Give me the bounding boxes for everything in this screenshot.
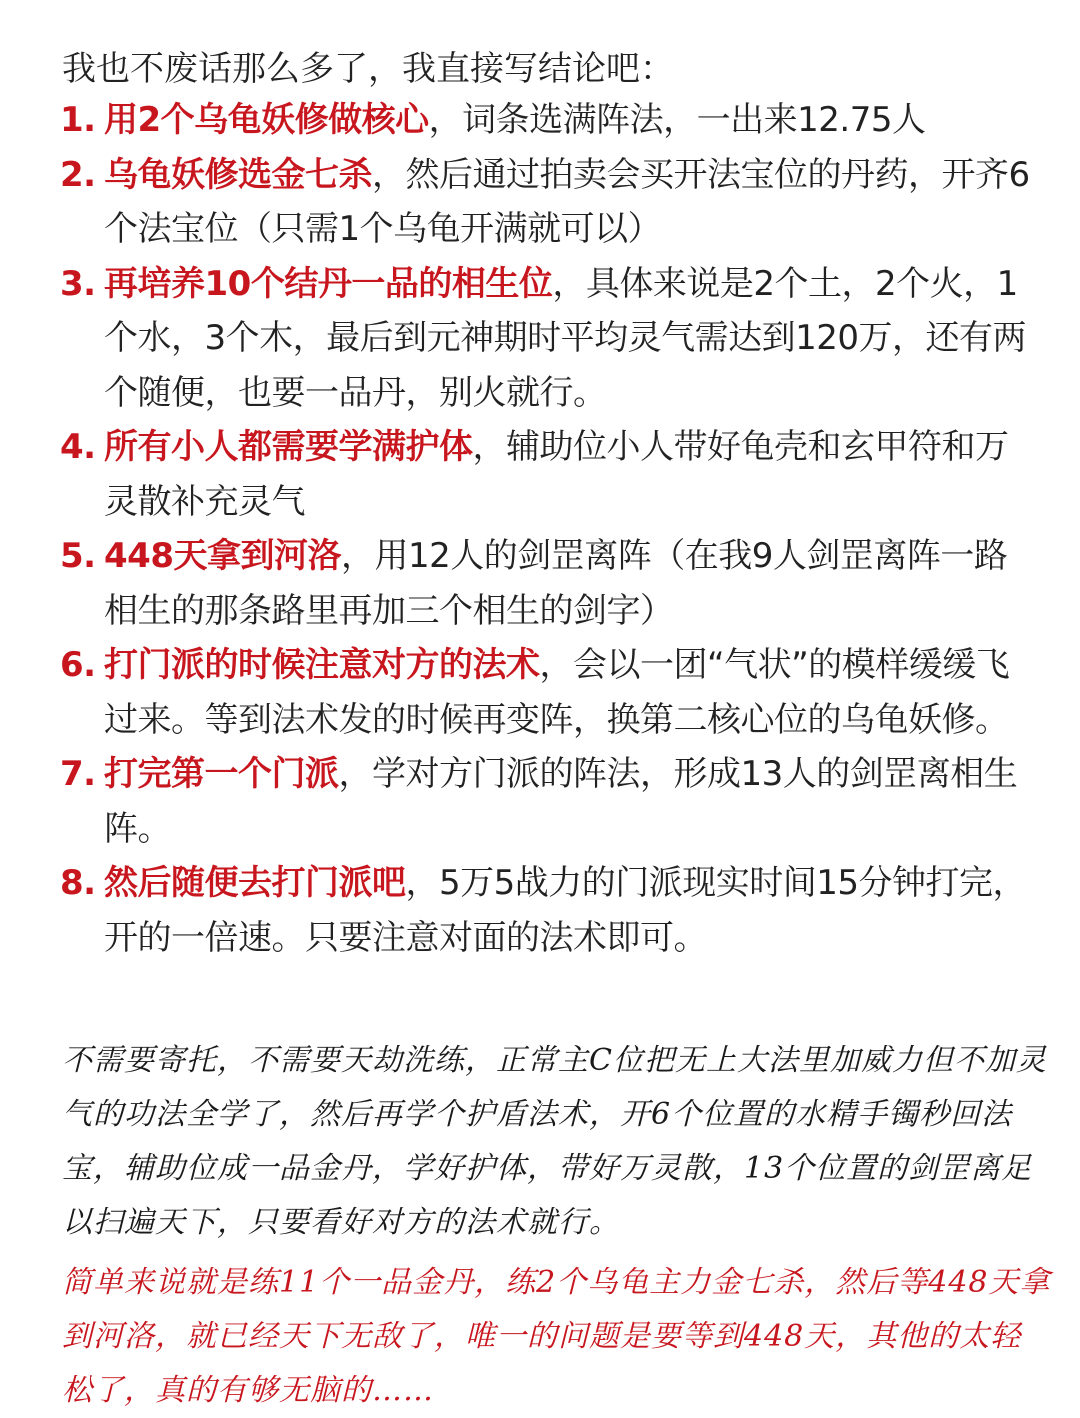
item-number: 1. (60, 100, 96, 140)
item-highlight: 448天拿到河洛 (104, 536, 341, 576)
item-text: ，会以一团“气状”的模样缓缓飞过来。等到法术发的时候再变阵，换第二核心位的乌龟妖修。 (104, 645, 1010, 740)
item-highlight: 用2个乌龟妖修做核心 (104, 100, 429, 140)
item-number: 7. (60, 754, 96, 794)
item-highlight: 乌龟妖修选金七杀 (104, 154, 372, 195)
item-text: ，词条选满阵法，一出来12.75人 (428, 100, 926, 140)
handwritten-note-red: 简单来说就是练11个一品金丹，练2个乌龟主力金七杀，然后等448天拿到河洛，就已经天下无敌了，唯一的问题是要等到448天，其他的太轻松了，真的有够无脑的…… (62, 1265, 1051, 1408)
item-text: ，5万5战力的门派现实时间15分钟打完，开的一倍速。只要注意对面的法术即可。 (104, 863, 1027, 958)
list-item (60, 148, 1040, 257)
handwritten-note-black: 不需要寄托，不需要天劫洗练，正常主C位把无上大法里加威力但不加灵气的功法全学了，然后再学个护盾法术，开6个位置的水精手镯秒回法宝，辅助位成一品金丹，学好护体，带好万灵散，13个位置的剑罡离足以扫遍天下，只要看好对方的法术就行。 (62, 1043, 1047, 1240)
item-highlight: 然后随便去打门派吧 (104, 863, 406, 903)
list-item (60, 420, 1040, 529)
item-text: ，用12人的剑罡离阵（在我9人剑罡离阵一路相生的那条路里再加三个相生的剑字） (104, 536, 1008, 631)
list-item (60, 638, 1040, 747)
item-highlight: 打门派的时候注意对方的法术 (104, 645, 540, 685)
item-number: 3. (60, 263, 96, 304)
item-text: ，辅助位小人带好龟壳和玄甲符和万灵散补充灵气 (104, 427, 1009, 522)
list-item (60, 529, 1040, 638)
item-highlight: 再培养10个结丹一品的相生位 (104, 263, 553, 304)
intro-text: 我也不废话那么多了，我直接写结论吧： (62, 49, 674, 89)
list-item (60, 747, 1040, 856)
item-highlight: 打完第一个门派 (104, 754, 339, 794)
item-number: 5. (60, 536, 96, 576)
item-number: 6. (60, 645, 96, 685)
list-item (60, 856, 1040, 965)
list-item (60, 257, 1040, 421)
item-number: 4. (60, 427, 96, 467)
item-number: 8. (60, 863, 96, 903)
conclusion-list (60, 93, 1040, 965)
item-text: ，学对方门派的阵法，形成13人的剑罡离相生阵。 (104, 754, 1018, 849)
item-text: ，具体来说是2个土，2个火，1个水，3个木，最后到元神期时平均灵气需达到120万，还有两个随便，也要一品丹，别火就行。 (104, 263, 1027, 413)
list-item (60, 93, 1040, 148)
item-number: 2. (60, 154, 96, 195)
item-text: ，然后通过拍卖会买开法宝位的丹药，开齐6个法宝位（只需1个乌龟开满就可以） (104, 154, 1030, 249)
item-highlight: 所有小人都需要学满护体 (104, 427, 473, 467)
